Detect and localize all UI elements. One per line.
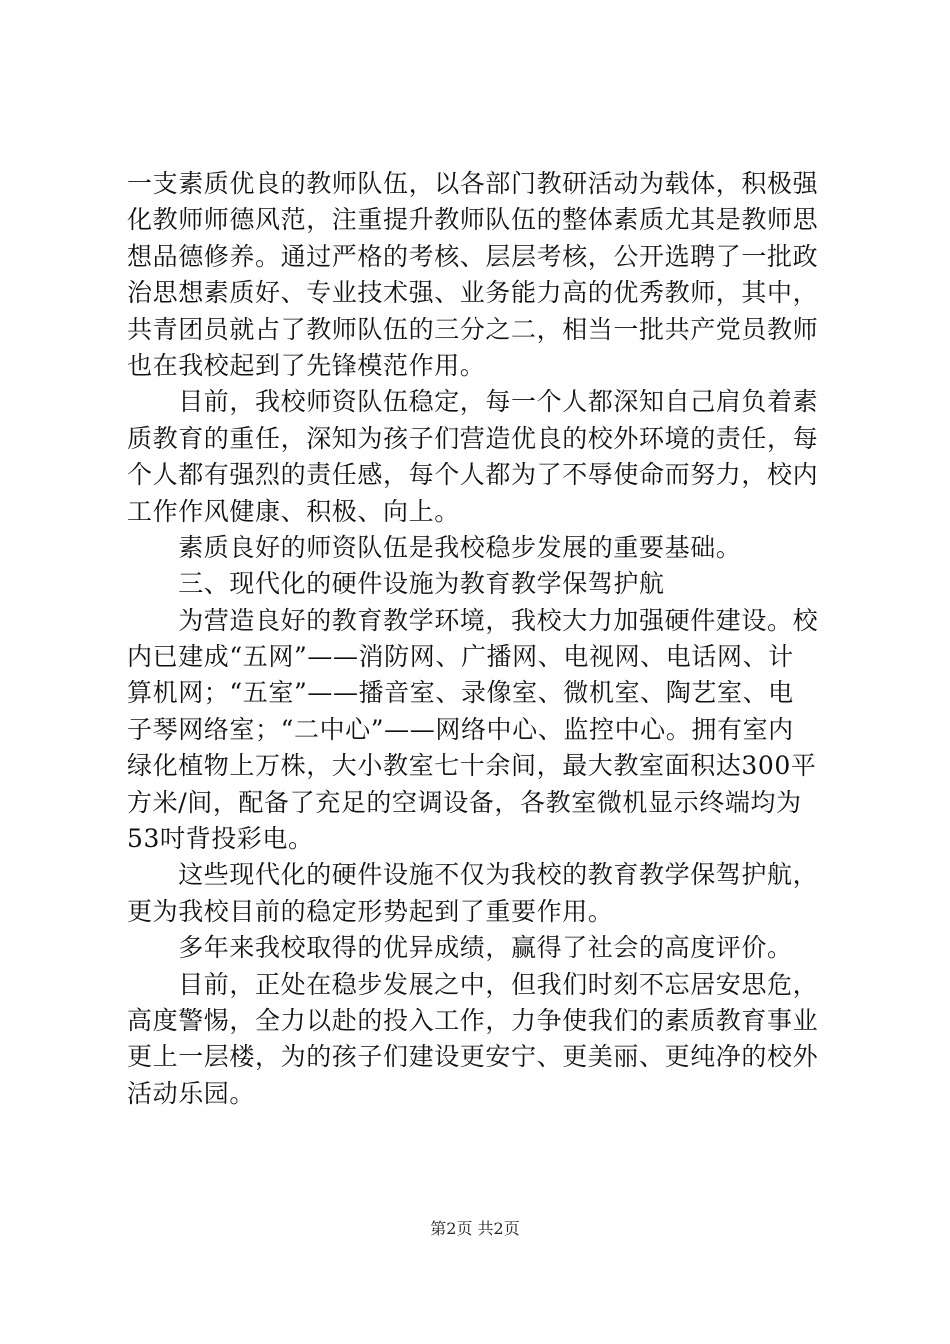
text-line: 三、现代化的硬件设施为教育教学保驾护航: [127, 569, 665, 599]
text-line: 目前，正处在稳步发展之中，但我们时刻不忘居安思危，: [127, 969, 819, 999]
text-line: 更为我校目前的稳定形势起到了重要作用。: [127, 896, 614, 926]
page-footer: 第2页 共2页: [430, 1219, 520, 1238]
text-line: 53吋背投彩电。: [127, 824, 314, 854]
text-line: 更上一层楼，为的孩子们建设更安宁、更美丽、更纯净的校外: [127, 1042, 819, 1072]
text-line: 这些现代化的硬件设施不仅为我校的教育教学保驾护航，: [127, 860, 819, 890]
text-line: 子琴网络室；“二中心”——网络中心、监控中心。拥有室内: [127, 714, 794, 744]
text-line: 一支素质优良的教师队伍，以各部门教研活动为载体，积极强: [127, 169, 819, 198]
text-line: 多年来我校取得的优异成绩，赢得了社会的高度评价。: [127, 933, 793, 963]
text-line: 工作作风健康、积极、向上。: [127, 496, 460, 526]
document-body: [127, 166, 827, 1112]
text-line: 治思想素质好、专业技术强、业务能力高的优秀教师，其中，: [127, 278, 819, 308]
text-line: 绿化植物上万株，大小教室七十余间，最大教室面积达300平: [127, 751, 817, 781]
text-line: 个人都有强烈的责任感，每个人都为了不辱使命而努力，校内: [127, 460, 819, 490]
text-line: 化教师师德风范，注重提升教师队伍的整体素质尤其是教师思: [127, 205, 819, 235]
text-line: 为营造良好的教育教学环境，我校大力加强硬件建设。校: [127, 605, 819, 635]
text-line: 高度警惕，全力以赴的投入工作，力争使我们的素质教育事业: [127, 1005, 819, 1035]
text-line: 内已建成“五网”——消防网、广播网、电视网、电话网、计: [127, 642, 794, 672]
text-line: 方米/间，配备了充足的空调设备，各教室微机显示终端均为: [127, 787, 802, 817]
text-line: 也在我校起到了先锋模范作用。: [127, 350, 486, 380]
text-line: 算机网；“五室”——播音室、录像室、微机室、陶艺室、电: [127, 678, 794, 708]
text-line: 想品德修养。通过严格的考核、层层考核，公开选聘了一批政: [127, 241, 819, 271]
text-line: 素质良好的师资队伍是我校稳步发展的重要基础。: [127, 532, 742, 562]
text-line: 活动乐园。: [127, 1078, 256, 1108]
text-line: 质教育的重任，深知为孩子们营造优良的校外环境的责任，每: [127, 423, 819, 453]
text-line: 共青团员就占了教师队伍的三分之二，相当一批共产党员教师: [127, 314, 819, 344]
text-line: 目前，我校师资队伍稳定，每一个人都深知自己肩负着素: [127, 387, 819, 417]
